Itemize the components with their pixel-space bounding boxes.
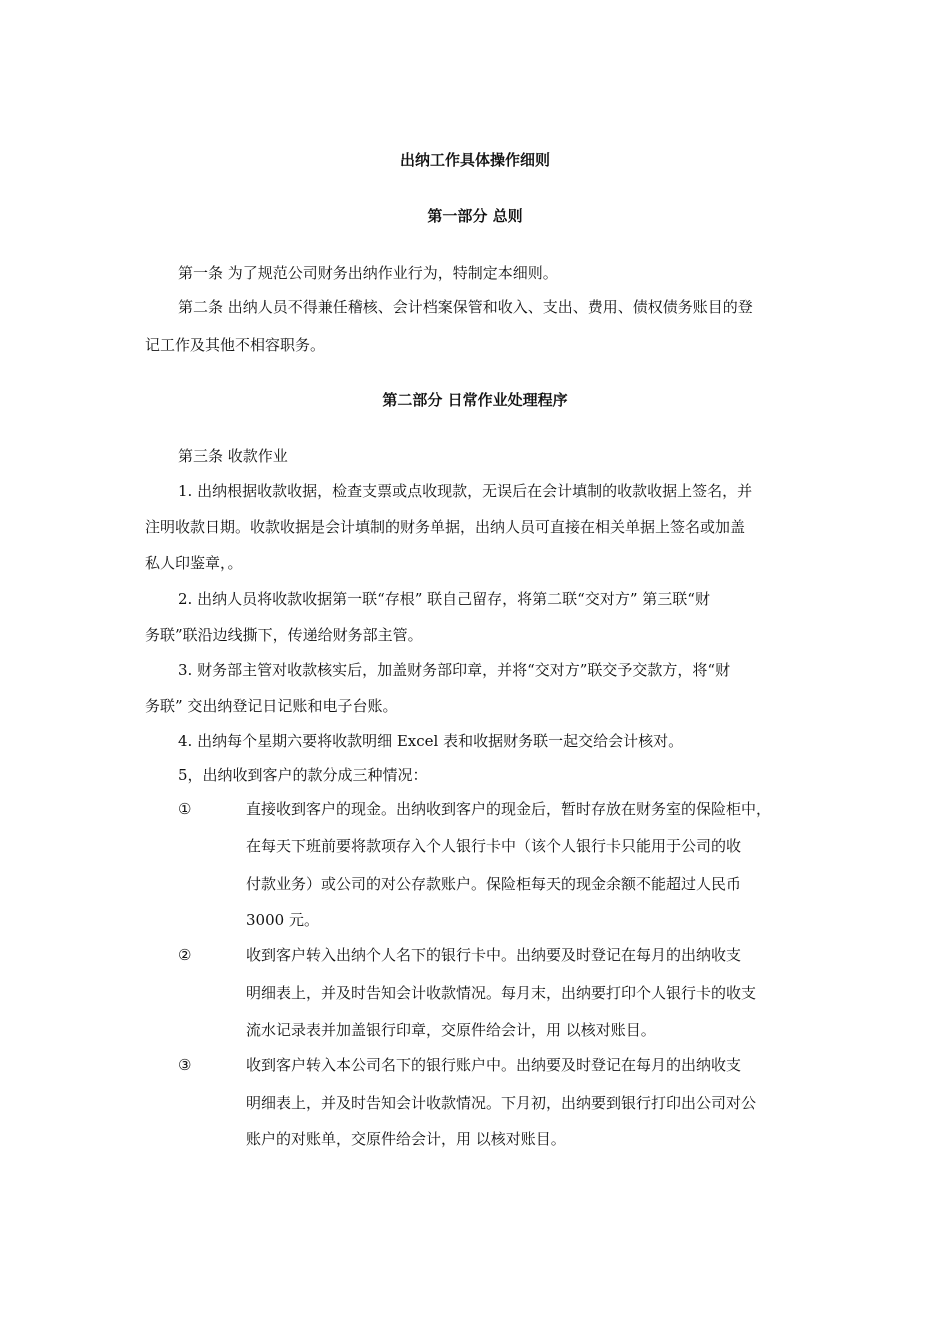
paragraph-4: 4. 出纳每个星期六要将收款明细 Excel 表和收据财务联一起交给会计核对。 [178, 732, 684, 750]
paragraph-3-cont: 务联” 交出纳登记日记账和电子台账。 [145, 697, 398, 715]
paragraph-2-cont: 务联”联沿边线撕下，传递给财务部主管。 [145, 626, 423, 644]
paragraph-5: 5，出纳收到客户的款分成三种情况： [178, 766, 428, 784]
paragraph-2: 2. 出纳人员将收款收据第一联“存根” 联自己留存，将第二联“交对方” 第三联“财 [178, 590, 710, 608]
list-item-2-text: 明细表上，并及时告知会计收款情况。每月末，出纳要打印个人银行卡的收支 [246, 984, 757, 1002]
paragraph-1-cont: 注明收款日期。收款收据是会计填制的财务单据，出纳人员可直接在相关单据上签名或加盖 [145, 518, 746, 536]
list-item-1-text: 3000 元。 [246, 911, 319, 929]
list-item-1-text: 直接收到客户的现金。出纳收到客户的现金后，暂时存放在财务室的保险柜中， [246, 800, 772, 818]
paragraph-1-cont: 私人印鉴章，。 [145, 554, 243, 572]
list-item-marker: ② [178, 946, 192, 964]
list-item-1-text: 在每天下班前要将款项存入个人银行卡中（该个人银行卡只能用于公司的收 [246, 837, 742, 855]
list-item-2-text: 收到客户转入出纳个人名下的银行卡中。出纳要及时登记在每月的出纳收支 [246, 946, 742, 964]
list-item-2-text: 流水记录表并加盖银行印章，交原件给会计，用 以核对账目。 [246, 1021, 656, 1039]
document-title: 出纳工作具体操作细则 [399, 151, 550, 169]
part1-heading: 第一部分 总则 [427, 207, 523, 225]
article2-text-cont: 记工作及其他不相容职务。 [145, 336, 326, 354]
part2-heading: 第二部分 日常作业处理程序 [382, 391, 568, 409]
list-item-marker: ① [178, 800, 192, 818]
paragraph-3: 3. 财务部主管对收款核实后，加盖财务部印章，并将“交对方”联交予交款方，将“财 [178, 661, 731, 679]
article2-text: 第二条 出纳人员不得兼任稽核、会计档案保管和收入、支出、费用、债权债务账目的登 [178, 298, 753, 316]
list-item-marker: ③ [178, 1056, 192, 1074]
article3-heading: 第三条 收款作业 [178, 447, 288, 465]
list-item-1-text: 付款业务）或公司的对公存款账户。保险柜每天的现金余额不能超过人民币 [246, 875, 742, 893]
list-item-3-text: 明细表上，并及时告知会计收款情况。下月初，出纳要到银行打印出公司对公 [246, 1094, 757, 1112]
article1-text: 第一条 为了规范公司财务出纳作业行为，特制定本细则。 [178, 264, 558, 282]
list-item-3-text: 收到客户转入本公司名下的银行账户中。出纳要及时登记在每月的出纳收支 [246, 1056, 742, 1074]
list-item-3-text: 账户的对账单，交原件给会计，用 以核对账目。 [246, 1130, 566, 1148]
paragraph-1: 1. 出纳根据收款收据，检查支票或点收现款，无误后在会计填制的收款收据上签名，并 [178, 482, 753, 500]
